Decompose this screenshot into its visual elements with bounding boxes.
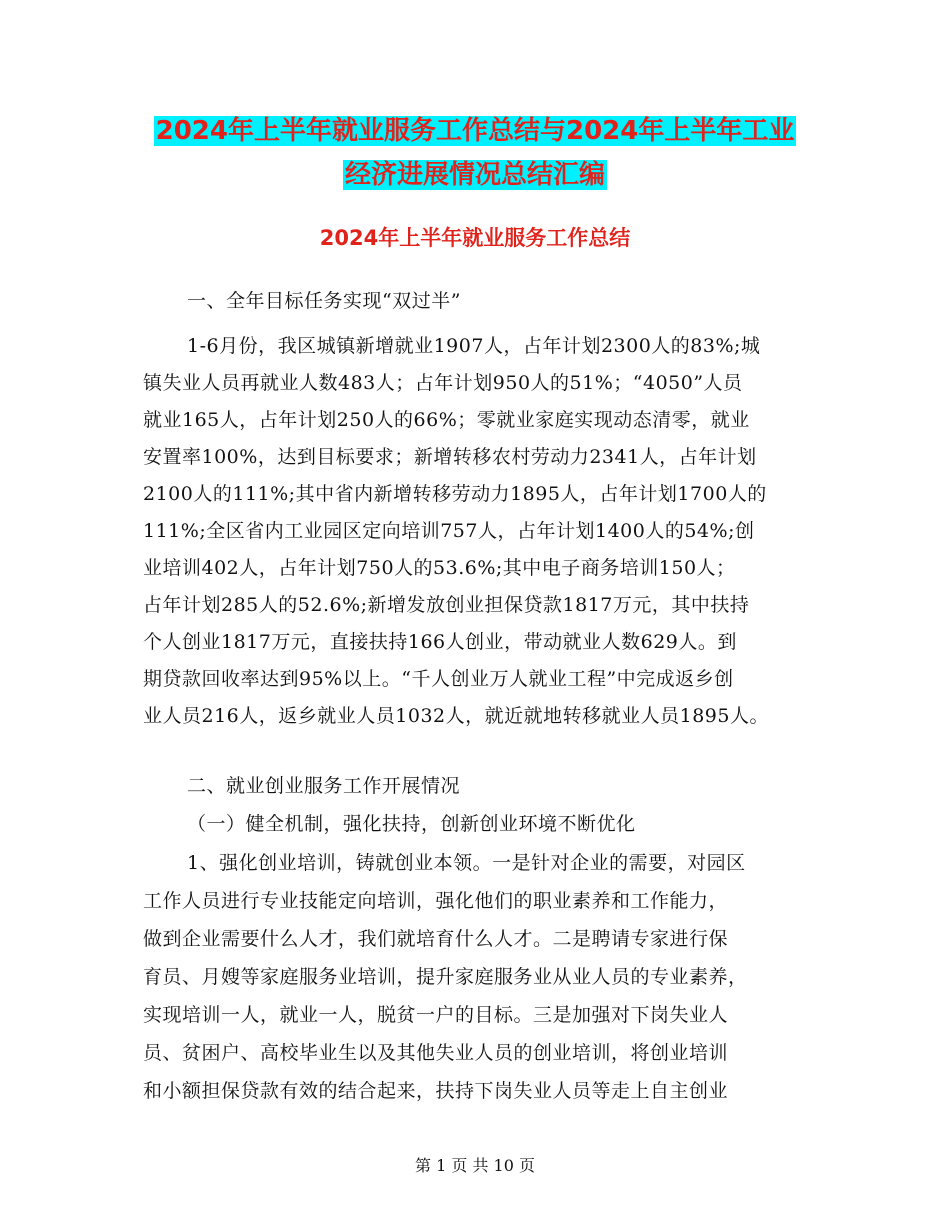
paragraph-line: 工作人员进行专业技能定向培训，强化他们的职业素养和工作能力， bbox=[143, 890, 729, 912]
paragraph-line: 2100人的111%;其中省内新增转移劳动力1895人，占年计划1700人的 bbox=[143, 483, 767, 505]
paragraph-line: 占年计划285人的52.6%;新增发放创业担保贷款1817万元，其中扶持 bbox=[143, 594, 750, 616]
paragraph-line: 安置率100%，达到目标要求；新增转移农村劳动力2341人，占年计划 bbox=[143, 446, 757, 468]
paragraph-line: 育员、月嫂等家庭服务业培训，提升家庭服务业从业人员的专业素养， bbox=[143, 966, 748, 988]
heading-1: 一、全年目标任务实现“双过半” bbox=[187, 290, 461, 312]
paragraph-line: 做到企业需要什么人才，我们就培育什么人才。二是聘请专家进行保 bbox=[143, 928, 729, 950]
paragraph-line: 业培训402人，占年计划750人的53.6%;其中电子商务培训150人； bbox=[143, 557, 736, 579]
paragraph-line: 1、强化创业培训，铸就创业本领。一是针对企业的需要，对园区 bbox=[187, 852, 746, 874]
document-title-line-1: 2024年上半年就业服务工作总结与2024年上半年工业 bbox=[155, 116, 795, 146]
paragraph-line: 1-6月份，我区城镇新增就业1907人，占年计划2300人的83%;城 bbox=[187, 335, 761, 357]
paragraph-line: 111%;全区省内工业园区定向培训757人，占年计划1400人的54%;创 bbox=[143, 520, 755, 542]
section-title: 2024年上半年就业服务工作总结 bbox=[319, 226, 631, 250]
subheading-1: （一）健全机制，强化扶持，创新创业环境不断优化 bbox=[187, 813, 636, 835]
heading-2: 二、就业创业服务工作开展情况 bbox=[187, 775, 461, 797]
paragraph-line: 个人创业1817万元，直接扶持166人创业，带动就业人数629人。到 bbox=[143, 631, 737, 653]
paragraph-line: 期贷款回收率达到95%以上。“千人创业万人就业工程”中完成返乡创 bbox=[143, 668, 734, 690]
page-number-footer: 第 1 页 共 10 页 bbox=[415, 1156, 535, 1175]
paragraph-line: 镇失业人员再就业人数483人；占年计划950人的51%；“4050”人员 bbox=[143, 372, 743, 394]
paragraph-line: 实现培训一人，就业一人，脱贫一户的目标。三是加强对下岗失业人 bbox=[143, 1004, 729, 1026]
paragraph-line: 就业165人，占年计划250人的66%；零就业家庭实现动态清零，就业 bbox=[143, 409, 750, 431]
document-title-line-2: 经济进展情况总结汇编 bbox=[344, 160, 605, 190]
paragraph-line: 员、贫困户、高校毕业生以及其他失业人员的创业培训，将创业培训 bbox=[143, 1042, 729, 1064]
paragraph-line: 业人员216人，返乡就业人员1032人，就近就地转移就业人员1895人。 bbox=[143, 705, 769, 727]
paragraph-line: 和小额担保贷款有效的结合起来，扶持下岗失业人员等走上自主创业 bbox=[143, 1080, 729, 1102]
